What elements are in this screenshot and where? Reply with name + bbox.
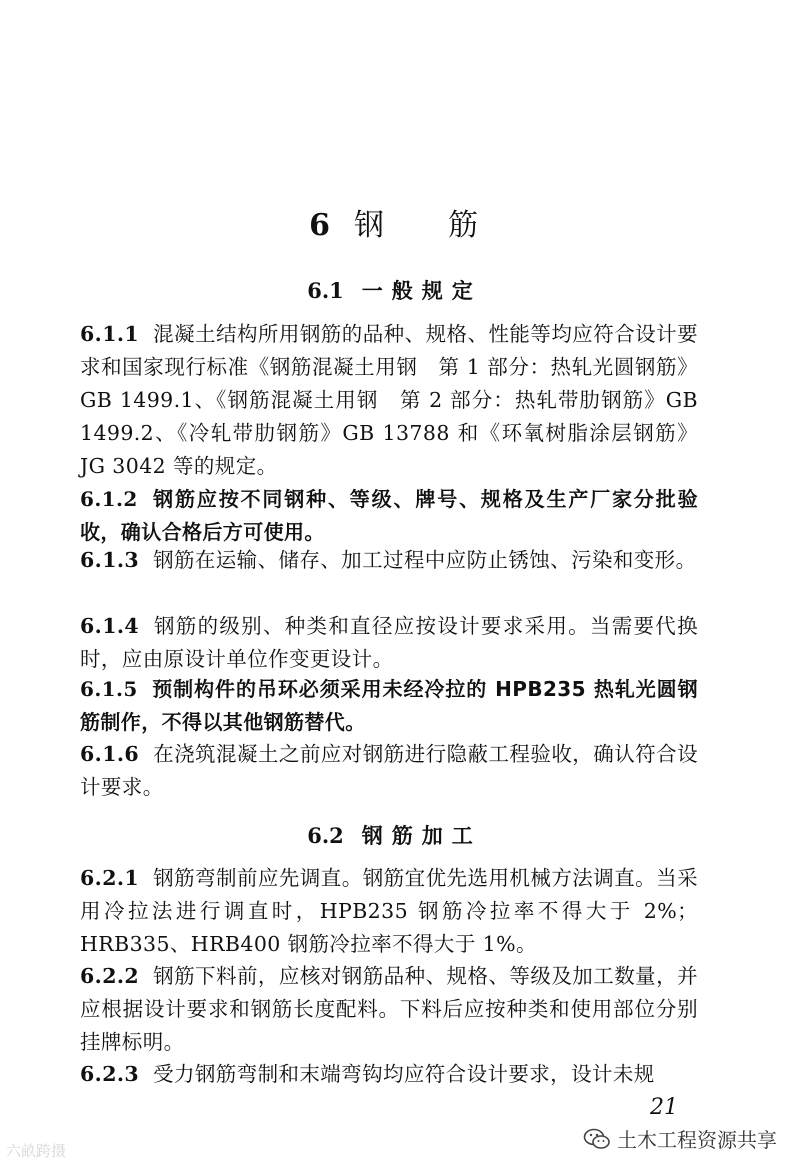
clause-text: 钢筋应按不同钢种、等级、牌号、规格及生产厂家分批验收，确认合格后方可使用。 — [80, 487, 698, 544]
clause-6-1-2 — [80, 483, 698, 549]
clause-number: 6.1.5 — [80, 677, 138, 701]
clause-6-2-2 — [80, 960, 698, 1059]
clause-number: 6.2.1 — [80, 866, 140, 890]
chapter-title-part1: 钢 — [353, 208, 386, 243]
clause-6-1-4 — [80, 610, 698, 676]
clause-text: 混凝土结构所用钢筋的品种、规格、性能等均应符合设计要求和国家现行标准《钢筋混凝土用钢 第 1 部分：热轧光圆钢筋》GB 1499.1、《钢筋混凝土用钢 第 2 部分：热轧带肋钢筋》GB 1499.2、《冷轧带肋钢筋》GB 13788 和《环氧树脂涂层钢筋》JG 3042 等的规定。 — [80, 322, 698, 478]
chapter-title-part2: 筋 — [447, 208, 480, 243]
page-number: 21 — [650, 1095, 678, 1120]
wechat-icon — [583, 1127, 611, 1151]
watermark-left: 六畝跨摄 — [6, 1142, 67, 1160]
clause-number: 6.1.3 — [80, 548, 140, 572]
clause-6-1-5 — [80, 673, 698, 739]
clause-text: 钢筋下料前，应核对钢筋品种、规格、等级及加工数量，并应根据设计要求和钢筋长度配料。下料后应按种类和使用部位分别挂牌标明。 — [80, 964, 698, 1054]
clause-text: 在浇筑混凝土之前应对钢筋进行隐蔽工程验收，确认符合设计要求。 — [80, 742, 698, 799]
clause-6-2-1 — [80, 862, 698, 961]
watermark-right-text: 土木工程资源共享 — [617, 1128, 777, 1152]
clause-text: 预制构件的吊环必须采用未经冷拉的 HPB235 热轧光圆钢筋制作，不得以其他钢筋替代。 — [80, 677, 698, 734]
chapter-title — [0, 200, 789, 244]
clause-text: 受力钢筋弯制和末端弯钩均应符合设计要求，设计未规 — [153, 1062, 655, 1086]
clause-number: 6.1.2 — [80, 487, 138, 511]
clause-6-1-6 — [80, 738, 698, 804]
clause-number: 6.1.4 — [80, 614, 140, 638]
clause-number: 6.2.2 — [80, 964, 140, 988]
section-number: 6.1 — [307, 278, 344, 303]
clause-6-2-3 — [80, 1058, 698, 1091]
clause-6-1-3 — [80, 544, 698, 577]
clause-6-1-1 — [80, 318, 698, 483]
section-title-text: 一般规定 — [361, 279, 482, 303]
clause-text: 钢筋弯制前应先调直。钢筋宜优先选用机械方法调直。当采用冷拉法进行调直时，HPB235 钢筋冷拉率不得大于 2%；HRB335、HRB400 钢筋冷拉率不得大于 1%。 — [80, 866, 698, 956]
clause-number: 6.1.6 — [80, 742, 140, 766]
clause-text: 钢筋的级别、种类和直径应按设计要求采用。当需要代换时，应由原设计单位作变更设计。 — [80, 614, 698, 671]
section-number: 6.2 — [307, 823, 344, 848]
clause-text: 钢筋在运输、储存、加工过程中应防止锈蚀、污染和变形。 — [153, 548, 697, 572]
watermark-right — [583, 1124, 777, 1153]
clause-number: 6.2.3 — [80, 1062, 140, 1086]
clause-number: 6.1.1 — [80, 322, 140, 346]
chapter-number: 6 — [309, 208, 332, 243]
section-title-text: 钢筋加工 — [361, 824, 482, 848]
section-title-6-1 — [0, 275, 789, 305]
section-title-6-2 — [0, 820, 789, 850]
